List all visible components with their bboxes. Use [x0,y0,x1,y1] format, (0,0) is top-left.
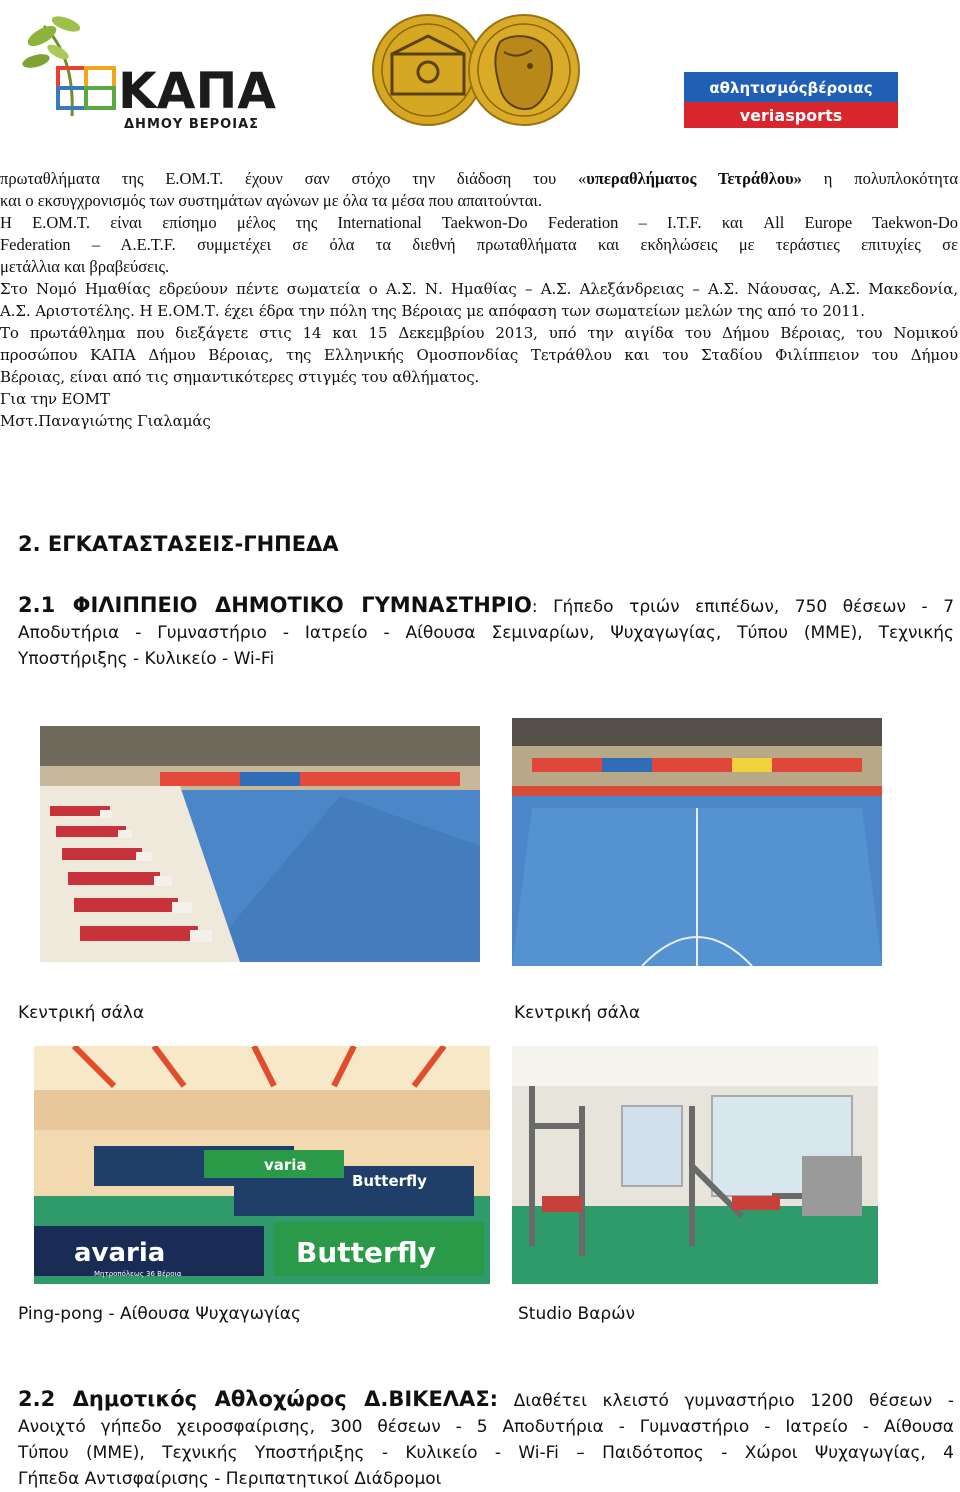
philippeion-coin-logo [372,12,582,130]
ping-pong-room-photo [34,1046,490,1284]
caption-central-hall-1: Κεντρική σάλα [18,1003,145,1023]
intro-p4-line2: προσώπου ΚΑΠΑ Δήμου Βέροιας, της Ελληνικής Ομοσπονδίας Τετράθλου και του Σταδίου Φιλίππειον του Δήμου [0,346,958,364]
weights-studio-photo [512,1046,878,1284]
caption-weights-studio: Studio Βαρών [518,1304,635,1324]
section-2-2-heading: 2.2 Δημοτικός Αθλοχώρος Δ.ΒΙΚΕΛΑΣ: [18,1387,499,1411]
intro-p2-line2: Federation – A.E.T.F. συμμετέχει σε όλα τα διεθνή πρωταθλήματα και εκδηλώσεις με τεράστιες επιτυχίες σε [0,235,958,254]
intro-text [0,168,958,432]
section-2-1-text: 2.1 ΦΙΛΙΠΠΕΙΟ ΔΗΜΟΤΙΚΟ ΓΥΜΝΑΣΤΗΡΙΟ: Γήπεδο τριών επιπέδων, 750 θέσεων - 7 Αποδυτήρια - Γυμναστήριο - Ιατρείο - Αίθουσα Σεμιναρίων, Ψυχαγωγίας, Τύπου (ΜΜΕ), Τεχνικής Υποστήριξης - Κυλικείο - Wi-Fi [18,593,955,669]
section-2-title: 2. ΕΓΚΑΤΑΣΤΑΣΕΙΣ-ΓΗΠΕΔΑ [18,532,339,556]
veria-logo-line2: veriasports [739,106,843,125]
sign-varia: varia [264,1156,307,1174]
caption-ping-pong: Ping-pong - Αίθουσα Ψυχαγωγίας [18,1304,301,1324]
intro-p2-line1: Η Ε.ΟΜ.Τ. είναι επίσημο μέλος της International Taekwon-Do Federation – I.T.F. και All Europe Taekwon-Do [0,213,958,232]
sign-avaria: avaria [74,1238,166,1268]
intro-p3-line1: Στο Νομό Ημαθίας εδρεύουν πέντε σωματεία ο Α.Σ. Ν. Ημαθίας – Α.Σ. Αλεξάνδρειας – Α.Σ. Νάουσας, Α.Σ. Μακεδονία, [0,280,958,298]
sign-butterfly-1: Butterfly [352,1172,427,1190]
intro-sign-name: Μστ.Παναγιώτης Γιαλαμάς [0,412,211,430]
intro-p2-line3: μετάλλια και βραβεύσεις. [0,257,170,276]
veria-logo-line1: αθλητισμόςβέροιας [709,79,873,97]
section-2-1-heading: 2.1 ΦΙΛΙΠΠΕΙΟ ΔΗΜΟΤΙΚΟ ΓΥΜΝΑΣΤΗΡΙΟ [18,593,532,617]
intro-p1-line2: και ο εκσυγχρονισμός των συστημάτων αγώνων με όλα τα μέσα που απαιτούνται. [0,191,542,210]
central-hall-photo-2 [512,718,882,966]
intro-bold-phrase: υπεραθλήματος Τετράθλου» [586,169,802,188]
kapa-logo-text: ΚΑΠΑ [118,62,276,120]
intro-p1-line1: πρωταθλήματα της Ε.ΟΜ.Τ. έχουν σαν στόχο την διάδοση του «υπεραθλήματος Τετράθλου» η πολυπλοκότητα [0,169,959,188]
sign-butterfly-2: Butterfly [296,1236,436,1269]
caption-central-hall-2: Κεντρική σάλα [514,1003,641,1023]
kapa-logo [14,6,314,134]
kapa-logo-subtext: ΔΗΜΟΥ ΒΕΡΟΙΑΣ [124,117,260,132]
intro-p3-line2: Α.Σ. Αριστοτέλης. Η Ε.ΟΜ.Τ. έχει έδρα την πόλη της Βέροιας με απόφαση των σωματείων μελών της από το 2011. [0,302,865,320]
central-hall-photo-1 [40,726,480,962]
sign-address: Μητροπόλεως 36 Βέροια [94,1270,182,1278]
intro-p4-line3: Βέροιας, είναι από τις σημαντικότερες στιγμές του αθλήματος. [0,368,480,386]
intro-p4-line1: Το πρωτάθλημα που διεξάγετε στις 14 και 15 Δεκεμβρίου 2013, υπό την αιγίδα του Δήμου Βέροιας, του Νομικού [0,324,958,342]
section-2-2-text: 2.2 Δημοτικός Αθλοχώρος Δ.ΒΙΚΕΛΑΣ: Διαθέτει κλειστό γυμναστήριο 1200 θέσεων - Ανοιχτό γήπεδο χειροσφαίρισης, 300 θέσεων - 5 Αποδυτήρια - Γυμναστήριο - Ιατρείο - Αίθουσα Τύπου (ΜΜΕ), Τεχνικής Υποστήριξης - Κυλικείο - Wi-Fi – Παιδότοπος - Χώροι Ψυχαγωγίας, 4 Γήπεδα Αντισφαίρισης - Περιπατητικοί Διάδρομοι [18,1387,954,1489]
veriasports-logo [684,72,898,130]
intro-sign-org: Για την ΕΟΜΤ [0,390,110,408]
